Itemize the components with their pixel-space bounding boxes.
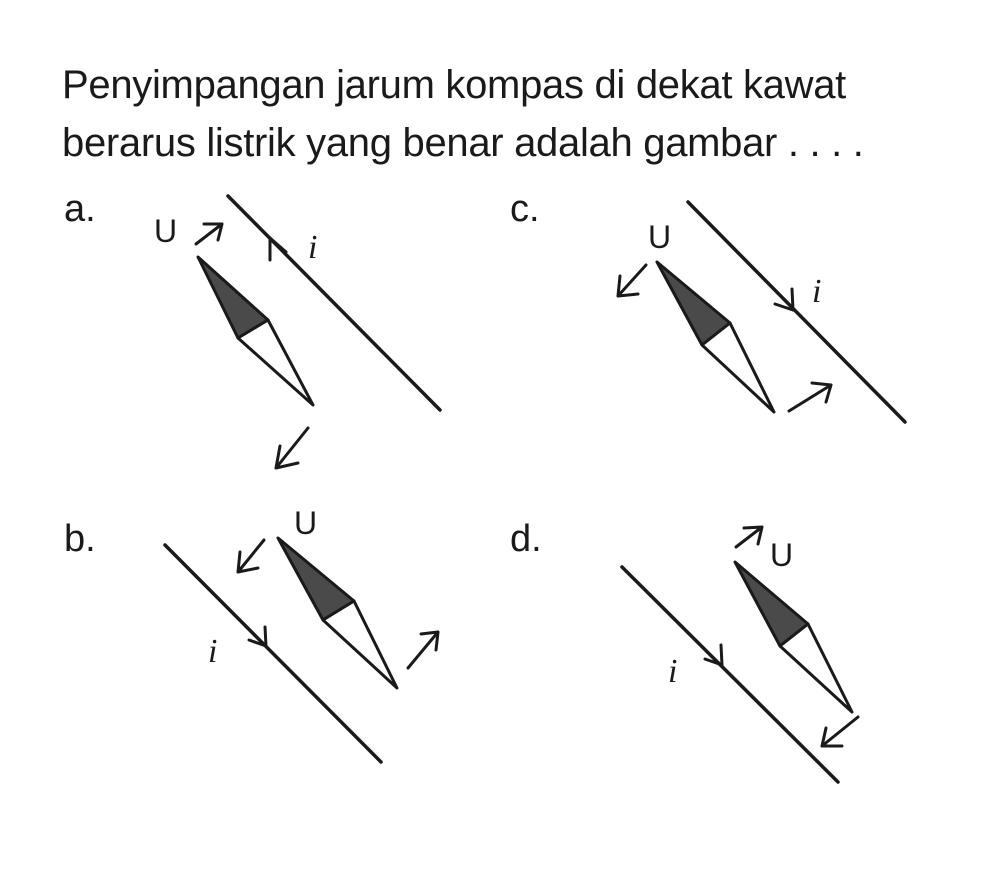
figure-b-current-label: i — [208, 633, 218, 670]
figure-a-north-label: U — [154, 213, 178, 249]
question-line-2: berarus listrik yang benar adalah gambar . . . . — [62, 121, 864, 165]
figure-b — [165, 505, 438, 762]
figure-c-current-label: i — [812, 273, 822, 310]
figure-c-south-arrow — [789, 383, 831, 411]
figure-a-current-label: i — [308, 229, 318, 266]
figure-b-south-arrow — [408, 632, 438, 668]
figure-c-compass-needle — [657, 262, 774, 412]
figure-d-north-arrow — [736, 527, 762, 547]
figure-d-south-arrow — [822, 717, 858, 746]
figure-d-north-label: U — [770, 537, 794, 573]
figure-b-north-label: U — [294, 505, 318, 541]
figure-c — [618, 202, 905, 422]
figure-d-wire — [622, 567, 838, 782]
figure-c-north-arrow — [618, 265, 646, 296]
figure-b-compass-needle — [278, 538, 397, 688]
figure-a — [154, 196, 440, 468]
figure-d-compass-needle — [735, 562, 852, 712]
figure-a-south-arrow — [276, 428, 308, 468]
figure-a-north-arrow — [196, 224, 222, 244]
figure-c-wire — [688, 202, 905, 422]
figure-c-north-label: U — [648, 219, 672, 255]
figure-a-current-arrow — [270, 238, 286, 260]
option-b-label[interactable]: b. — [64, 518, 96, 560]
option-c-label[interactable]: c. — [510, 188, 540, 230]
figure-d-current-label: i — [668, 653, 678, 690]
figure-a-compass-needle — [198, 257, 313, 405]
figure-b-wire — [165, 545, 381, 762]
option-a-label[interactable]: a. — [64, 188, 96, 230]
option-d-label[interactable]: d. — [510, 518, 542, 560]
figure-d — [622, 527, 858, 782]
figure-a-wire — [228, 196, 440, 410]
question-line-1: Penyimpangan jarum kompas di dekat kawat — [62, 63, 846, 107]
figure-b-north-arrow — [238, 540, 264, 572]
